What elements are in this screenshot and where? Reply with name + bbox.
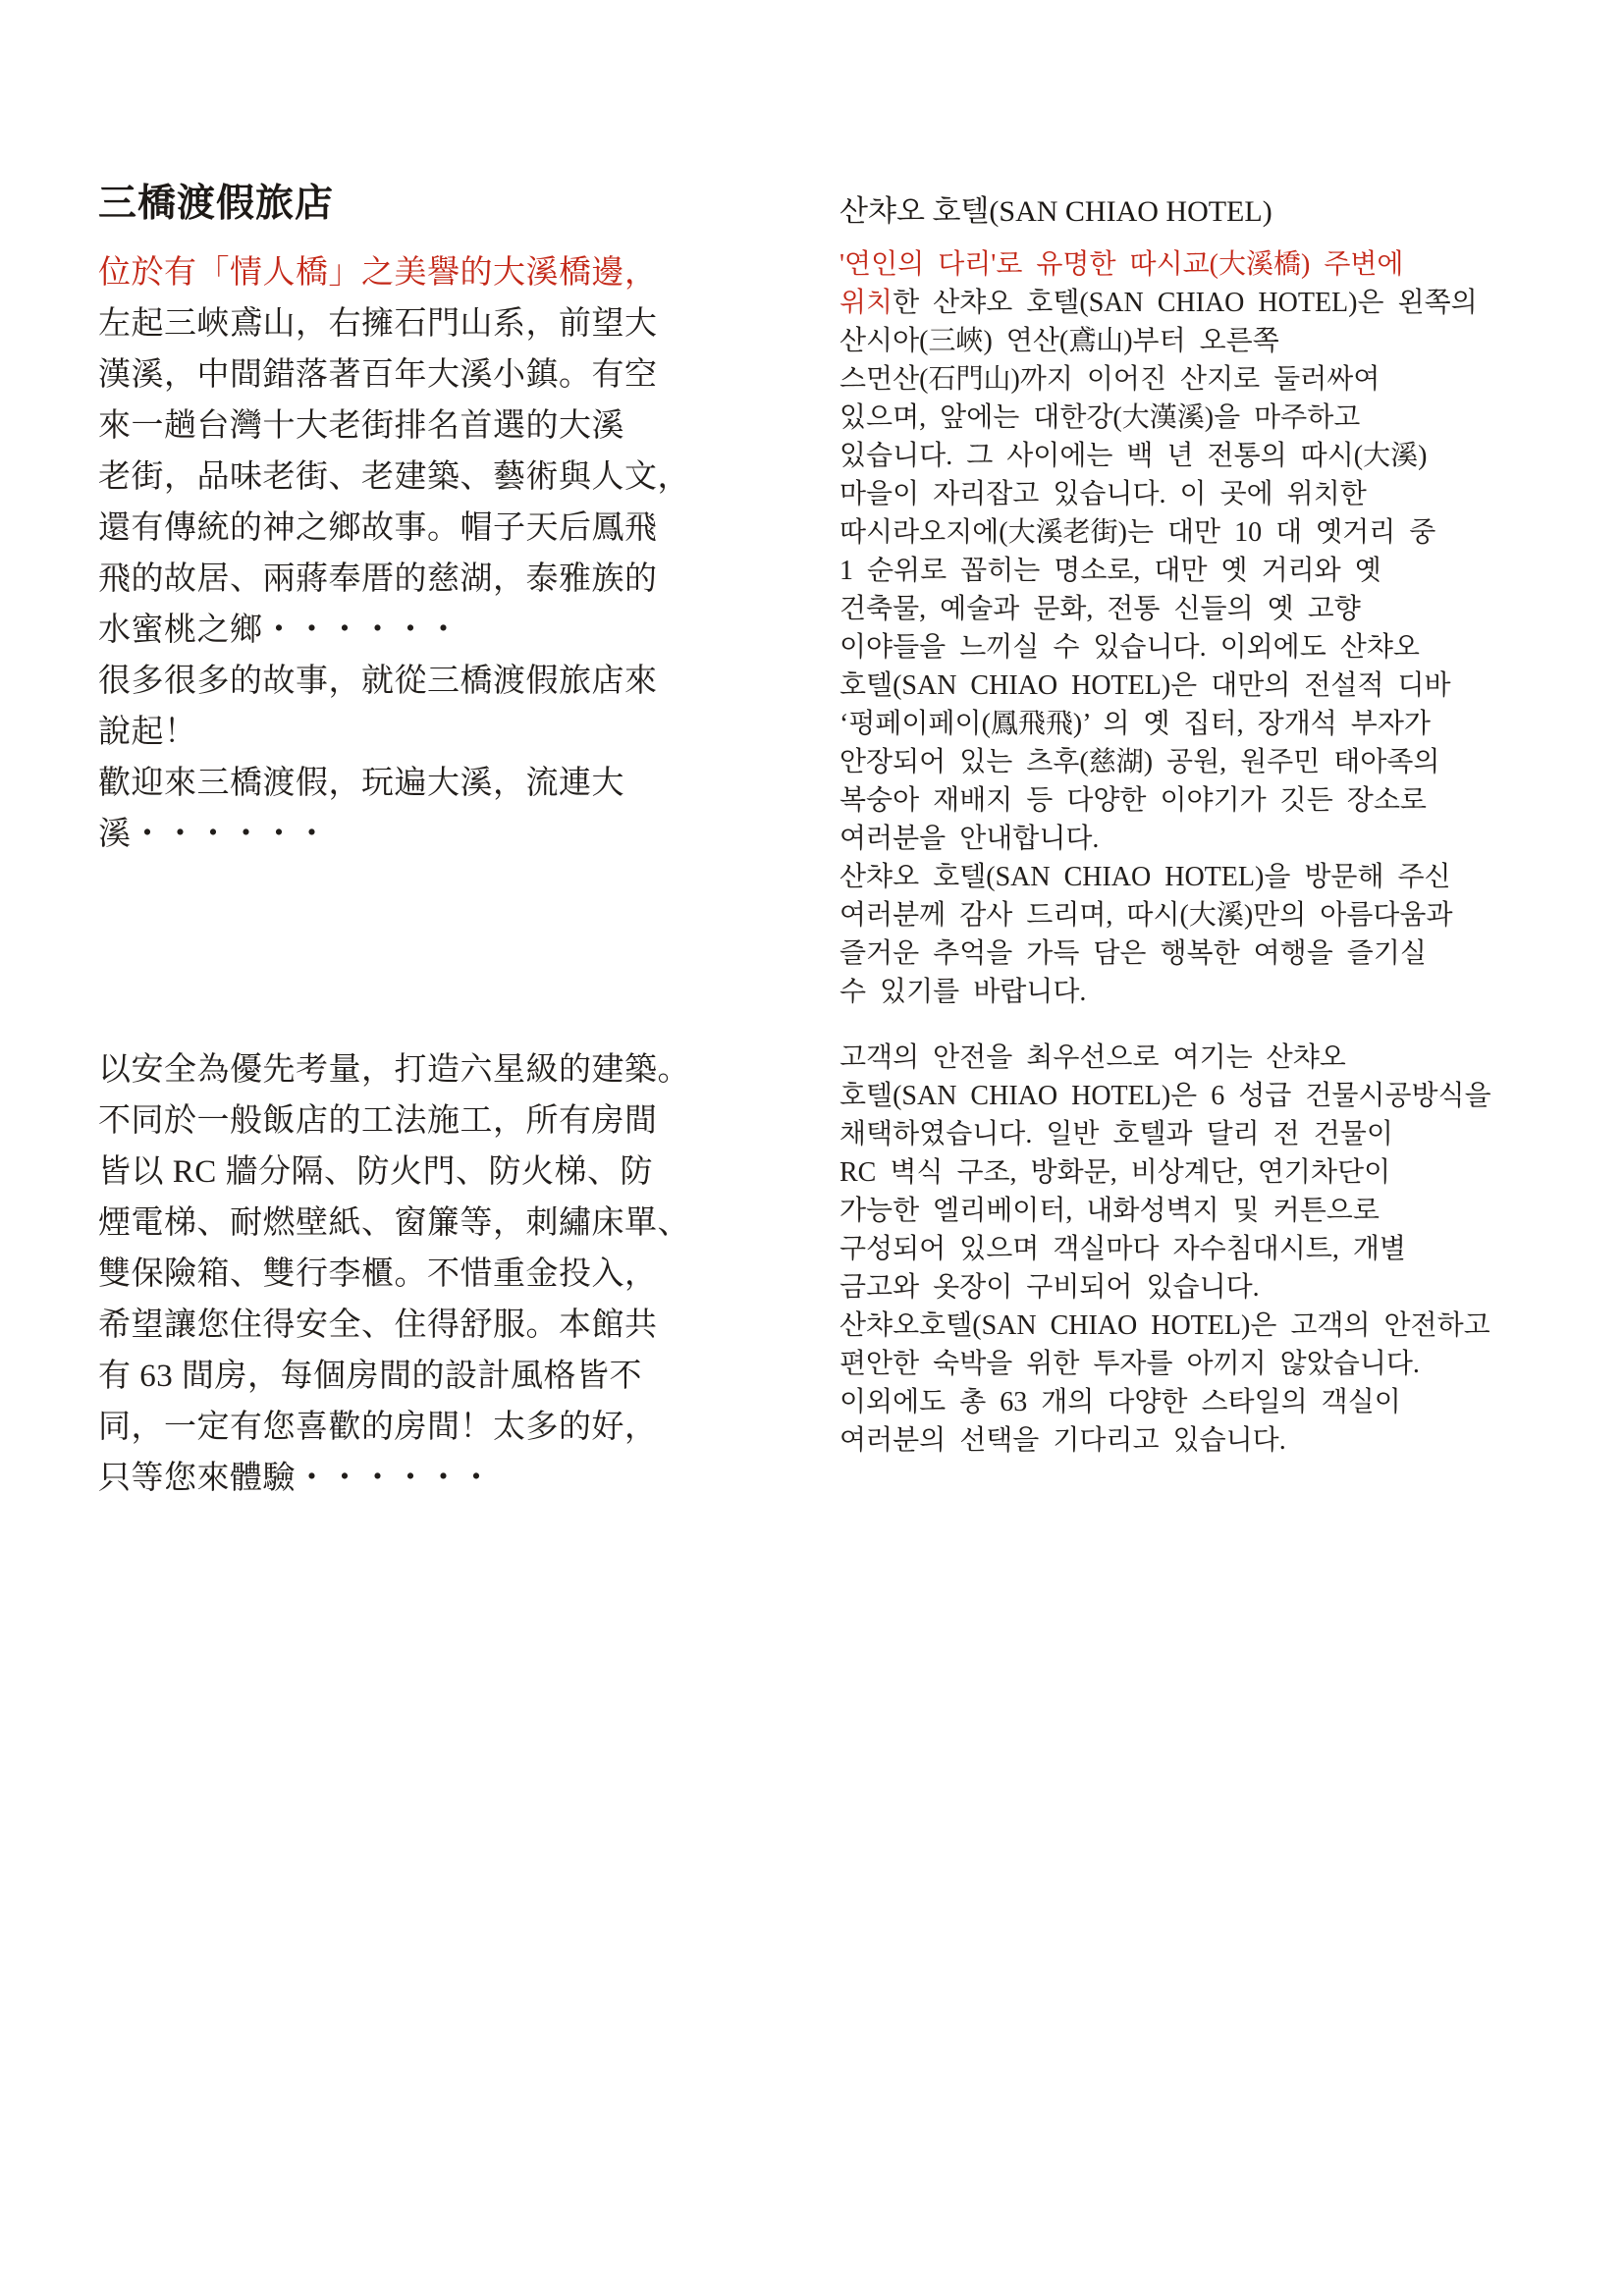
body-text: 마을이 자리잡고 있습니다. 이 곳에 위치한 <box>839 479 1367 509</box>
text-line <box>839 1230 1527 1268</box>
body-text: 산챠오호텔(SAN CHIAO HOTEL)은 고객의 안전하고 <box>839 1310 1490 1341</box>
text-line <box>839 896 1527 934</box>
text-line <box>839 360 1527 399</box>
body-text: 皆以 RC 牆分隔、防火門、防火梯、防 <box>98 1154 654 1190</box>
body-text: 안장되어 있는 츠후(慈湖) 공원, 원주민 태아족의 <box>839 747 1440 777</box>
text-line <box>839 1153 1527 1192</box>
body-text: 한 산챠오 호텔(SAN CHIAO HOTEL)은 왼쪽의 <box>893 288 1478 318</box>
body-text: 건축물, 예술과 문화, 전통 신들의 옛 고향 <box>839 594 1361 624</box>
text-line <box>839 1268 1527 1307</box>
body-text: 즐거운 추억을 가득 담은 행복한 여행을 즐기실 <box>839 938 1427 969</box>
text-line <box>839 1345 1527 1383</box>
body-text: 希望讓您住得安全、住得舒服。本館共 <box>98 1308 658 1343</box>
text-line <box>839 973 1527 1011</box>
body-text: 복숭아 재배지 등 다양한 이야기가 깃든 장소로 <box>839 785 1427 816</box>
text-line <box>839 475 1527 513</box>
text-line <box>98 1453 569 1504</box>
body-text: 있습니다. 그 사이에는 백 년 전통의 따시(大溪) <box>839 441 1428 471</box>
text-line <box>98 656 658 707</box>
body-text: 여러분을 안내합니다. <box>839 824 1100 854</box>
body-text: 漢溪，中間錯落著百年大溪小鎮。有空 <box>98 357 658 393</box>
body-text: 이야들을 느끼실 수 있습니다. 이외에도 산챠오 <box>839 632 1420 663</box>
body-text: 산챠오 호텔(SAN CHIAO HOTEL)을 방문해 주신 <box>839 862 1451 892</box>
body-text: 1 순위로 꼽히는 명소로, 대만 옛 거리와 옛 <box>839 556 1381 586</box>
body-text: 호텔(SAN CHIAO HOTEL)은 대만의 전설적 디바 <box>839 670 1451 701</box>
text-line <box>839 858 1527 896</box>
body-text: 가능한 엘리베이터, 내화성벽지 및 커튼으로 <box>839 1196 1380 1226</box>
body-text: 산시아(三峽) 연산(鳶山)부터 오른쪽 <box>839 326 1279 356</box>
body-text: 편안한 숙박을 위한 투자를 아끼지 않았습니다. <box>839 1349 1420 1379</box>
text-line <box>98 298 658 349</box>
text-line <box>839 1383 1527 1421</box>
text-line <box>839 934 1527 973</box>
text-line <box>839 245 1527 284</box>
body-text: 스먼산(石門山)까지 이어진 산지로 둘러싸여 <box>839 364 1380 395</box>
text-line <box>839 399 1527 437</box>
body-text: 左起三峽鳶山，右擁石門山系，前望大 <box>98 306 658 342</box>
body-text: 이외에도 총 63 개의 다양한 스타일의 객실이 <box>839 1387 1401 1417</box>
body-text: 以安全為優先考量，打造六星級的建築。 <box>98 1052 690 1088</box>
text-line <box>98 400 624 452</box>
body-text: 煙電梯、耐燃壁紙、窗簾等，刺繡床單、 <box>98 1205 690 1241</box>
text-line <box>839 1115 1527 1153</box>
body-text: 不同於一般飯店的工法施工，所有房間 <box>98 1103 658 1139</box>
text-line <box>839 1192 1527 1230</box>
body-text: 금고와 옷장이 구비되어 있습니다. <box>839 1272 1260 1303</box>
text-line <box>98 349 658 400</box>
text-line <box>98 1402 658 1453</box>
text-line <box>839 1307 1527 1345</box>
text-line <box>98 1249 658 1300</box>
text-line <box>98 758 624 809</box>
body-text: 수 있기를 바랍니다. <box>839 977 1087 1007</box>
body-text: 老街，品味老街、老建築、藝術與人文， <box>98 459 690 495</box>
text-line <box>839 667 1527 705</box>
body-text: 구성되어 있으며 객실마다 자수침대시트, 개별 <box>839 1234 1406 1264</box>
text-line <box>839 437 1527 475</box>
text-line <box>839 743 1527 781</box>
text-line <box>98 1095 658 1147</box>
body-text: 來一趟台灣十大老街排名首選的大溪 <box>98 408 624 444</box>
body-text: 여러분의 선택을 기다리고 있습니다. <box>839 1425 1286 1456</box>
korean-intro-paragraph <box>839 245 1527 1011</box>
text-line <box>98 247 658 298</box>
body-text: 호텔(SAN CHIAO HOTEL)은 6 성급 건물시공방식을 <box>839 1081 1491 1111</box>
text-line <box>98 503 658 554</box>
text-line <box>839 705 1527 743</box>
highlighted-text: 위치 <box>839 288 893 318</box>
body-text: 雙保險箱、雙行李櫃。不惜重金投入， <box>98 1256 658 1292</box>
text-line <box>839 590 1527 628</box>
text-line <box>839 552 1527 590</box>
body-text: 同，一定有您喜歡的房間！太多的好， <box>98 1410 658 1445</box>
body-text: 채택하였습니다. 일반 호텔과 달리 전 건물이 <box>839 1119 1393 1149</box>
text-line <box>98 1147 654 1198</box>
text-line <box>98 605 569 656</box>
text-line <box>839 781 1527 820</box>
text-line <box>839 513 1527 552</box>
body-text: 있으며, 앞에는 대한강(大漢溪)을 마주하고 <box>839 402 1361 433</box>
text-line <box>839 1077 1527 1115</box>
body-text: 說起！ <box>98 715 197 750</box>
body-text: 溪・・・・・・ <box>98 817 329 852</box>
text-line <box>98 554 658 605</box>
chinese-hotel-title: 三橋渡假旅店 <box>98 183 335 225</box>
text-line <box>839 628 1527 667</box>
text-line <box>839 284 1527 322</box>
body-text: 여러분께 감사 드리며, 따시(大溪)만의 아름다움과 <box>839 900 1453 931</box>
text-line <box>839 820 1527 858</box>
body-text: 水蜜桃之鄉・・・・・・ <box>98 613 460 648</box>
body-text: 很多很多的故事，就從三橋渡假旅店來 <box>98 664 658 699</box>
body-text: 還有傳統的神之鄉故事。帽子天后鳳飛 <box>98 510 658 546</box>
korean-safety-paragraph <box>839 1039 1527 1460</box>
text-line <box>98 1351 642 1402</box>
text-line <box>98 452 690 503</box>
text-line <box>98 1300 658 1351</box>
text-line <box>98 809 569 860</box>
text-line <box>839 1039 1527 1077</box>
body-text: 歡迎來三橋渡假，玩遍大溪，流連大 <box>98 766 624 801</box>
highlighted-text: 位於有「情人橋」之美譽的大溪橋邊， <box>98 255 658 291</box>
chinese-intro-paragraph <box>98 247 690 860</box>
body-text: 有 63 間房，每個房間的設計風格皆不 <box>98 1359 642 1394</box>
text-line <box>98 707 569 758</box>
text-line <box>839 322 1527 360</box>
body-text: RC 벽식 구조, 방화문, 비상계단, 연기차단이 <box>839 1157 1391 1188</box>
text-line <box>839 1421 1527 1460</box>
highlighted-text: '연인의 다리'로 유명한 따시교(大溪橋) 주변에 <box>839 249 1404 280</box>
body-text: 飛的故居、兩蔣奉厝的慈湖，泰雅族的 <box>98 561 658 597</box>
body-text: 따시라오지에(大溪老街)는 대만 10 대 옛거리 중 <box>839 517 1436 548</box>
body-text: ‘펑페이페이(鳳飛飛)’ 의 옛 집터, 장개석 부자가 <box>839 709 1431 739</box>
chinese-safety-paragraph <box>98 1044 690 1504</box>
body-text: 고객의 안전을 최우선으로 여기는 산챠오 <box>839 1042 1346 1073</box>
body-text: 只等您來體驗・・・・・・ <box>98 1461 493 1496</box>
korean-hotel-title: 산챠오 호텔(SAN CHIAO HOTEL) <box>839 195 1272 228</box>
text-line <box>98 1044 690 1095</box>
text-line <box>98 1198 690 1249</box>
